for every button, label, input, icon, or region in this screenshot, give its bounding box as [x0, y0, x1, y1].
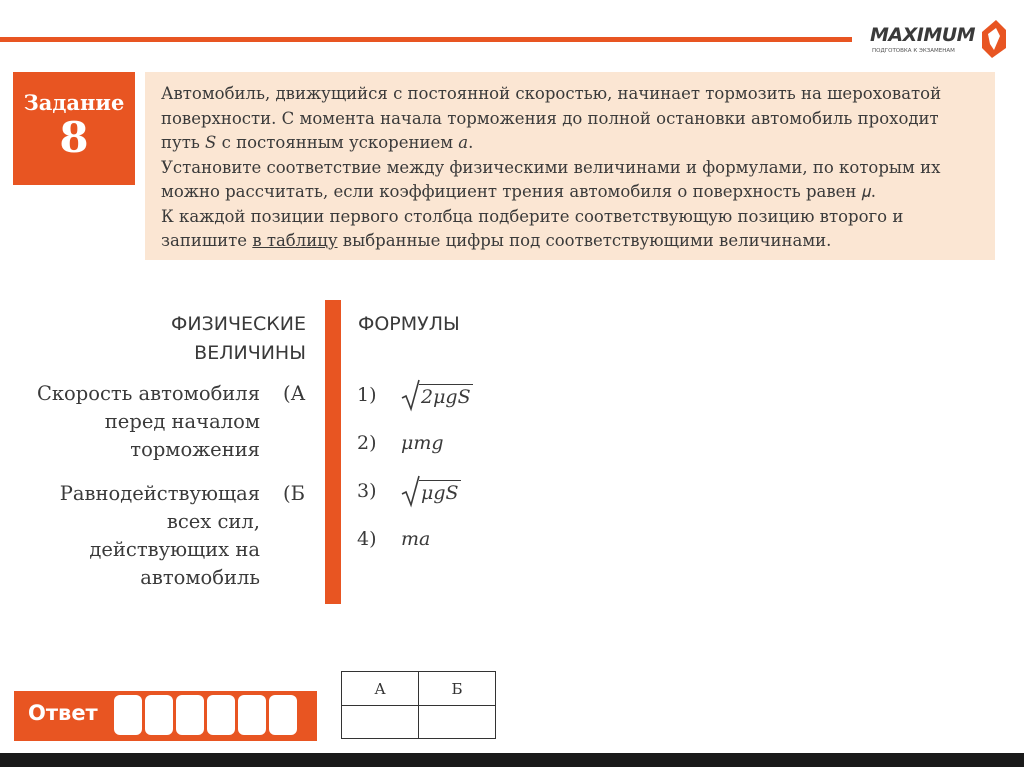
formula-number: 4)	[357, 528, 377, 550]
formula-expression: 𝑚𝑎	[401, 528, 431, 550]
answer-cell[interactable]	[114, 695, 142, 735]
logo-mark-icon	[978, 18, 1008, 58]
task-statement	[145, 72, 995, 260]
statement-text: запишите	[161, 231, 253, 250]
formula-2	[357, 432, 444, 464]
task-badge	[13, 72, 135, 185]
logo-tagline: ПОДГОТОВКА К ЭКЗАМЕНАМ	[872, 48, 955, 54]
formula-1	[357, 384, 473, 416]
statement-line: Автомобиль, движущийся с постоянной скоростью, начинает тормозить на шероховатой	[161, 84, 942, 103]
task-label: Задание	[23, 90, 125, 115]
answer-label: Ответ	[28, 701, 98, 725]
answer-input-b[interactable]	[419, 706, 496, 739]
quantities-header-line: ВЕЛИЧИНЫ	[194, 342, 306, 364]
statement-line: поверхности. С момента начала торможения до полной остановки автомобиль проходит	[161, 108, 939, 128]
quantity-text: торможения	[130, 438, 260, 461]
quantity-letter-b: (Б	[283, 482, 305, 505]
quantity-b	[60, 480, 260, 592]
formula-number: 2)	[357, 432, 377, 454]
answer-cell[interactable]	[238, 695, 266, 735]
answer-table-header-b: Б	[419, 672, 496, 706]
footer-bar	[0, 753, 1024, 767]
answer-cell[interactable]	[145, 695, 173, 735]
header-divider	[0, 37, 852, 42]
table-link[interactable]: в таблицу	[252, 231, 338, 250]
quantities-header-line: ФИЗИЧЕСКИЕ	[171, 313, 306, 335]
quantity-text: автомобиль	[140, 566, 260, 589]
answer-table	[341, 671, 496, 739]
answer-input-a[interactable]	[342, 706, 419, 739]
answer-cell[interactable]	[269, 695, 297, 735]
quantity-text: Равнодействующая	[59, 482, 260, 505]
statement-line: К каждой позиции первого столбца подберите соответствующую позицию второго и	[161, 206, 904, 226]
statement-line	[161, 229, 979, 254]
formula-number: 3)	[357, 480, 377, 502]
formula-expression: 2𝜇𝑔𝑆	[421, 386, 471, 408]
answer-cell[interactable]	[207, 695, 235, 735]
formula-expression: 𝜇𝑔𝑆	[421, 482, 459, 504]
answer-bar	[14, 691, 317, 741]
logo-name: MAXIMUM	[870, 24, 976, 46]
maximum-logo	[870, 18, 1010, 64]
statement-line: путь 𝑆 с постоянным ускорением 𝑎.	[161, 133, 474, 152]
answer-cell[interactable]	[176, 695, 204, 735]
formula-expression: 𝜇𝑚𝑔	[401, 432, 444, 454]
quantities-header	[171, 310, 306, 368]
quantity-text: перед началом	[104, 410, 260, 433]
statement-line: можно рассчитать, если коэффициент трения автомобиля о поверхность равен 𝜇.	[161, 182, 877, 201]
statement-text: выбранные цифры под соответствующими величинами.	[337, 231, 832, 250]
sqrt-sign	[401, 384, 473, 408]
task-number: 8	[59, 113, 89, 162]
quantity-text: всех сил,	[166, 510, 260, 533]
formulas-header: ФОРМУЛЫ	[358, 313, 460, 335]
quantity-text: действующих на	[89, 538, 260, 561]
sqrt-sign	[401, 480, 461, 504]
answer-table-header-a: А	[342, 672, 419, 706]
formula-4	[357, 528, 430, 560]
quantity-letter-a: (А	[283, 382, 306, 405]
quantity-a	[37, 380, 260, 464]
formula-number: 1)	[357, 384, 377, 406]
quantity-text: Скорость автомобиля	[36, 382, 260, 405]
formula-3	[357, 480, 461, 512]
column-divider	[325, 300, 341, 604]
statement-line: Установите соответствие между физическими величинами и формулами, по которым их	[161, 157, 941, 177]
